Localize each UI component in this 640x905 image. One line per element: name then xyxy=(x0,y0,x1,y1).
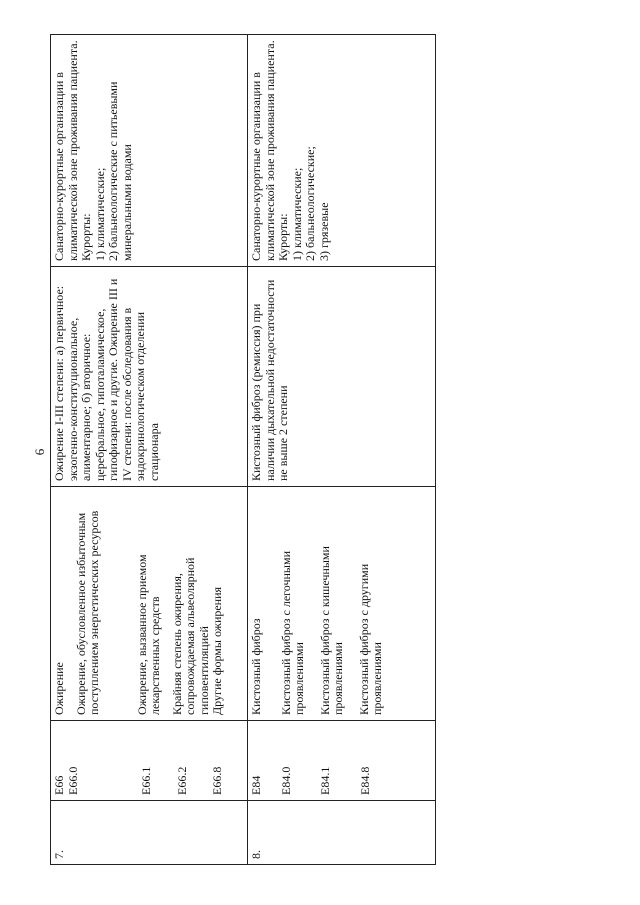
row-number: 8. xyxy=(248,801,436,865)
resort-line: 1) климатические; xyxy=(289,167,304,261)
diagnosis-name: Ожирение xyxy=(52,662,66,715)
resort-line: Курорты: xyxy=(276,213,290,261)
resort-line: Санаторно-курортные организации в климатической зоне проживания пациента. xyxy=(52,40,80,261)
resort-line: 3) грязевые xyxy=(316,202,331,261)
icd-codes xyxy=(248,721,436,801)
resort-recommendations xyxy=(51,35,248,267)
disease-forms: Кистозный фиброз (ремиссия) при наличии дыхательной недостаточности не выше 2 степени xyxy=(248,267,436,487)
page-number: 6 xyxy=(32,448,47,456)
table-row xyxy=(51,35,248,865)
disease-forms: Ожирение I-III степени: а) первичное: экзогенно-конституциональное, алиментарное; б) вторичное: церебральное, гипоталамическое, гипофизарное и другие. Ожирение III и IV степени: после обследования в эндокринологическом отделении стационара xyxy=(51,267,248,487)
icd-code: E84.0 xyxy=(278,766,293,795)
icd-code: E66.1 xyxy=(139,766,153,795)
diagnosis-names xyxy=(51,487,248,721)
diagnosis-name: Кистозный фиброз с кишечными проявлениями xyxy=(317,546,345,715)
icd-code: E66 xyxy=(52,775,66,795)
resort-line: Курорты: xyxy=(79,213,93,261)
icd-code: E66.0 xyxy=(65,766,80,795)
diagnosis-name: Кистозный фиброз с легочными проявлениями xyxy=(278,550,306,715)
resort-line: 2) бальнеологические с питьевыми минеральными водами xyxy=(106,81,134,261)
row-number: 7. xyxy=(51,801,248,865)
resort-line: Санаторно-курортные организации в климатической зоне проживания пациента. xyxy=(249,40,277,261)
resort-line: 1) климатические; xyxy=(92,167,107,261)
diagnosis-name: Кистозный фиброз xyxy=(249,618,263,715)
icd-code: E66.2 xyxy=(174,766,189,795)
table-row xyxy=(248,35,436,865)
icd-code: E66.8 xyxy=(210,766,224,795)
icd-code: E84.8 xyxy=(357,766,372,795)
resort-recommendations xyxy=(248,35,436,267)
rotated-page xyxy=(50,35,435,865)
icd-codes xyxy=(51,721,248,801)
icd-code: E84 xyxy=(249,775,263,795)
diagnosis-name: Другие формы ожирения xyxy=(210,586,224,715)
indications-table xyxy=(50,34,436,865)
icd-code: E84.1 xyxy=(318,766,332,795)
diagnosis-name: Кистозный фиброз с другими проявлениями xyxy=(356,563,384,715)
diagnosis-name: Ожирение, обусловленное избыточным поступлением энергетических ресурсов xyxy=(73,510,101,715)
diagnosis-names xyxy=(248,487,436,721)
diagnosis-name: Ожирение, вызванное приемом лекарственных средств xyxy=(134,554,162,715)
diagnosis-name: Крайняя степень ожирения, сопровождаемая альвеолярной гиповентиляцией xyxy=(169,557,211,715)
resort-line: 2) бальнеологические; xyxy=(303,146,317,261)
